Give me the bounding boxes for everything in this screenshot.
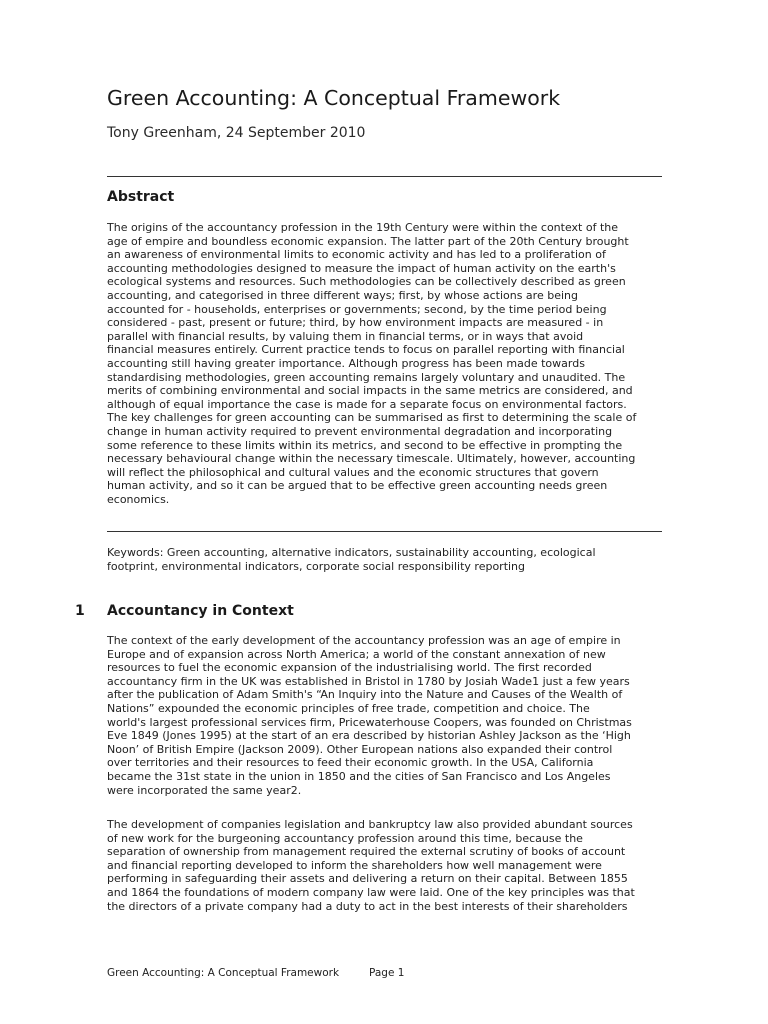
paragraph-line: Europe and of expansion across North America; a world of the constant annexation of new — [107, 647, 606, 661]
footer-page-number: Page 1 — [369, 967, 405, 979]
abstract-line: standardising methodologies, green accounting remains largely voluntary and unaudited. The — [107, 370, 626, 384]
paragraph-line: became the 31st state in the union in 1850 and the cities of San Francisco and Los Angeles — [107, 769, 611, 783]
abstract-line: The origins of the accountancy profession in the 19th Century were within the context of the — [107, 221, 619, 234]
paragraph-line: and financial reporting developed to inform the shareholders how well management were — [107, 858, 602, 872]
paragraph-line: The context of the early development of the accountancy profession was an age of empire in — [107, 634, 621, 647]
abstract-line: parallel with financial results, by valuing them in financial terms, or in ways that avoid — [107, 329, 584, 343]
abstract-line: merits of combining environmental and social impacts in the same metrics are considered, and — [107, 384, 633, 398]
abstract-line: economics. — [107, 492, 170, 506]
abstract-line: change in human activity required to prevent environmental degradation and incorporating — [107, 424, 613, 438]
paragraph-line: performing in safeguarding their assets and delivering a return on their capital. Between 1855 — [107, 872, 628, 886]
abstract-line: some reference to these limits within its metrics, and second to be effective in prompting the — [107, 438, 623, 452]
abstract-line: age of empire and boundless economic expansion. The latter part of the 20th Century brought — [107, 234, 629, 248]
keywords-line: footprint, environmental indicators, corporate social responsibility reporting — [107, 559, 526, 573]
section-number: 1 — [75, 603, 85, 619]
paragraph-line: and 1864 the foundations of modern company law were laid. One of the key principles was that — [107, 885, 635, 899]
abstract-body — [107, 221, 667, 506]
abstract-line: will reflect the philosophical and cultural values and the economic structures that govern — [107, 465, 599, 479]
section-paragraph-2 — [107, 818, 667, 913]
paragraph-line: resources to fuel the economic expansion of the industrialising world. The first recorded — [107, 661, 592, 675]
paragraph-line: over territories and their resources to feed their economic growth. In the USA, California — [107, 756, 594, 770]
author-date-line: Tony Greenham, 24 September 2010 — [107, 125, 366, 141]
abstract-line: human activity, and so it can be argued that to be effective green accounting needs green — [107, 479, 608, 493]
abstract-line: accounting still having greater importance. Although progress has been made towards — [107, 356, 585, 370]
abstract-line: considered - past, present or future; third, by how environment impacts are measured - in — [107, 316, 604, 330]
section-paragraph-1 — [107, 634, 667, 797]
paragraph-line: the directors of a private company had a duty to act in the best interests of their shareholders — [107, 899, 628, 913]
paragraph-line: separation of ownership from management required the external scrutiny of books of account — [107, 845, 626, 859]
abstract-heading: Abstract — [107, 189, 175, 205]
abstract-line: necessary behavioural change within the necessary timescale. Ultimately, however, accounting — [107, 452, 636, 466]
abstract-line: an awareness of environmental limits to economic activity and has led to a proliferation of — [107, 248, 606, 262]
section-title: Accountancy in Context — [107, 603, 294, 619]
paragraph-line: Noon’ of British Empire (Jackson 2009). Other European nations also expanded their control — [107, 742, 613, 756]
paragraph-line: The development of companies legislation and bankruptcy law also provided abundant sources — [107, 818, 633, 831]
paragraph-line: were incorporated the same year2. — [107, 783, 302, 797]
paragraph-line: accountancy firm in the UK was established in Bristol in 1780 by Josiah Wade1 just a few years — [107, 674, 630, 688]
abstract-line: ecological systems and resources. Such methodologies can be collectively described as green — [107, 275, 626, 289]
document-title: Green Accounting: A Conceptual Framework — [107, 86, 561, 110]
abstract-line: accounting methodologies designed to measure the impact of human activity on the earth's — [107, 261, 616, 275]
footer-document-title: Green Accounting: A Conceptual Framework — [107, 967, 340, 979]
abstract-line: The key challenges for green accounting can be summarised as first to determining the scale of — [107, 411, 637, 425]
keywords-line: Keywords: Green accounting, alternative indicators, sustainability accounting, ecological — [107, 546, 596, 559]
paragraph-line: of new work for the burgeoning accountancy profession around this time, because the — [107, 831, 583, 845]
keywords-block — [107, 546, 667, 573]
abstract-line: accounting, and categorised in three different ways; first, by whose actions are being — [107, 288, 578, 302]
abstract-line: although of equal importance the case is made for a separate focus on environmental factors. — [107, 397, 627, 411]
paragraph-line: Nations” expounded the economic principles of free trade, competition and choice. The — [107, 701, 590, 715]
paragraph-line: Eve 1849 (Jones 1995) at the start of an era described by historian Ashley Jackson as the ‘High — [107, 729, 631, 743]
paragraph-line: after the publication of Adam Smith's “An Inquiry into the Nature and Causes of the Wealth of — [107, 688, 623, 702]
abstract-line: financial measures entirely. Current practice tends to focus on parallel reporting with financial — [107, 343, 625, 357]
abstract-top-rule — [107, 176, 662, 177]
abstract-line: accounted for - households, enterprises or governments; second, by the time period being — [107, 302, 607, 316]
abstract-bottom-rule — [107, 531, 662, 532]
paragraph-line: world's largest professional services firm, Pricewaterhouse Coopers, was founded on Christmas — [107, 715, 632, 729]
